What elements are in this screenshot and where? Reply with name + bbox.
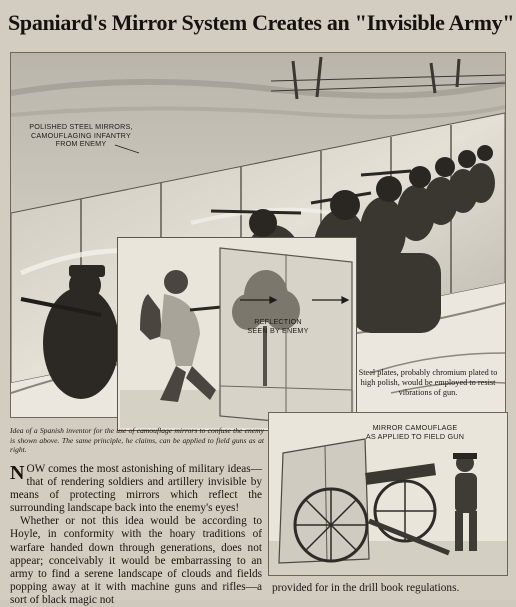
- field-gun-label: [360, 424, 470, 441]
- mirrors-label-line-3: FROM ENEMY: [55, 139, 107, 149]
- inset-illustration: [118, 238, 356, 430]
- field-gun-label-line-2: AS APPLIED TO FIELD GUN: [365, 431, 465, 441]
- mirrors-label-line-1: POLISHED STEEL MIRRORS,: [29, 122, 133, 131]
- reflection-label-line-1: REFLECTION: [254, 317, 302, 326]
- mirrors-label: [26, 123, 136, 149]
- article-paragraph-2: Whether or not this idea would be according to Hoyle, in conformity with the hoary traditions of warfare handed down through generations, does not appear; conceivably it would be embarrassing to an army to find a serene landscape of clouds and fields popping away at it with machine guns and rifles—a sort of black magic not: [10, 515, 262, 606]
- reflection-label-line-2: SEEN BY ENEMY: [247, 325, 309, 335]
- reflection-label: [238, 318, 318, 335]
- article-paragraph-1: [10, 463, 262, 515]
- article-paragraph-1-text: OW comes the most astonishing of military ideas—that of rendering soldiers and artillery invisible by means of protecting mirrors which reflect the surrounding landscape back into the enemy's eyes!: [10, 463, 262, 515]
- headline: Spaniard's Mirror System Creates an "Invisible Army": [8, 10, 515, 35]
- drop-cap: N: [10, 462, 25, 484]
- main-caption: Idea of a Spanish inventor for the use of camouflage mirrors to confuse the enemy is shown above. The same principle, he claims, can be applied to field guns as at right.: [10, 426, 264, 455]
- article-continuation: provided for in the drill book regulations.: [272, 582, 460, 594]
- field-gun-label-line-1: MIRROR CAMOUFLAGE: [372, 423, 458, 432]
- article-body: [10, 463, 262, 607]
- mirrors-label-line-2: CAMOUFLAGING INFANTRY: [31, 130, 131, 140]
- steel-caption: Steel plates, probably chromium plated to high polish, would be employed to resist vibrations of gun.: [358, 368, 498, 397]
